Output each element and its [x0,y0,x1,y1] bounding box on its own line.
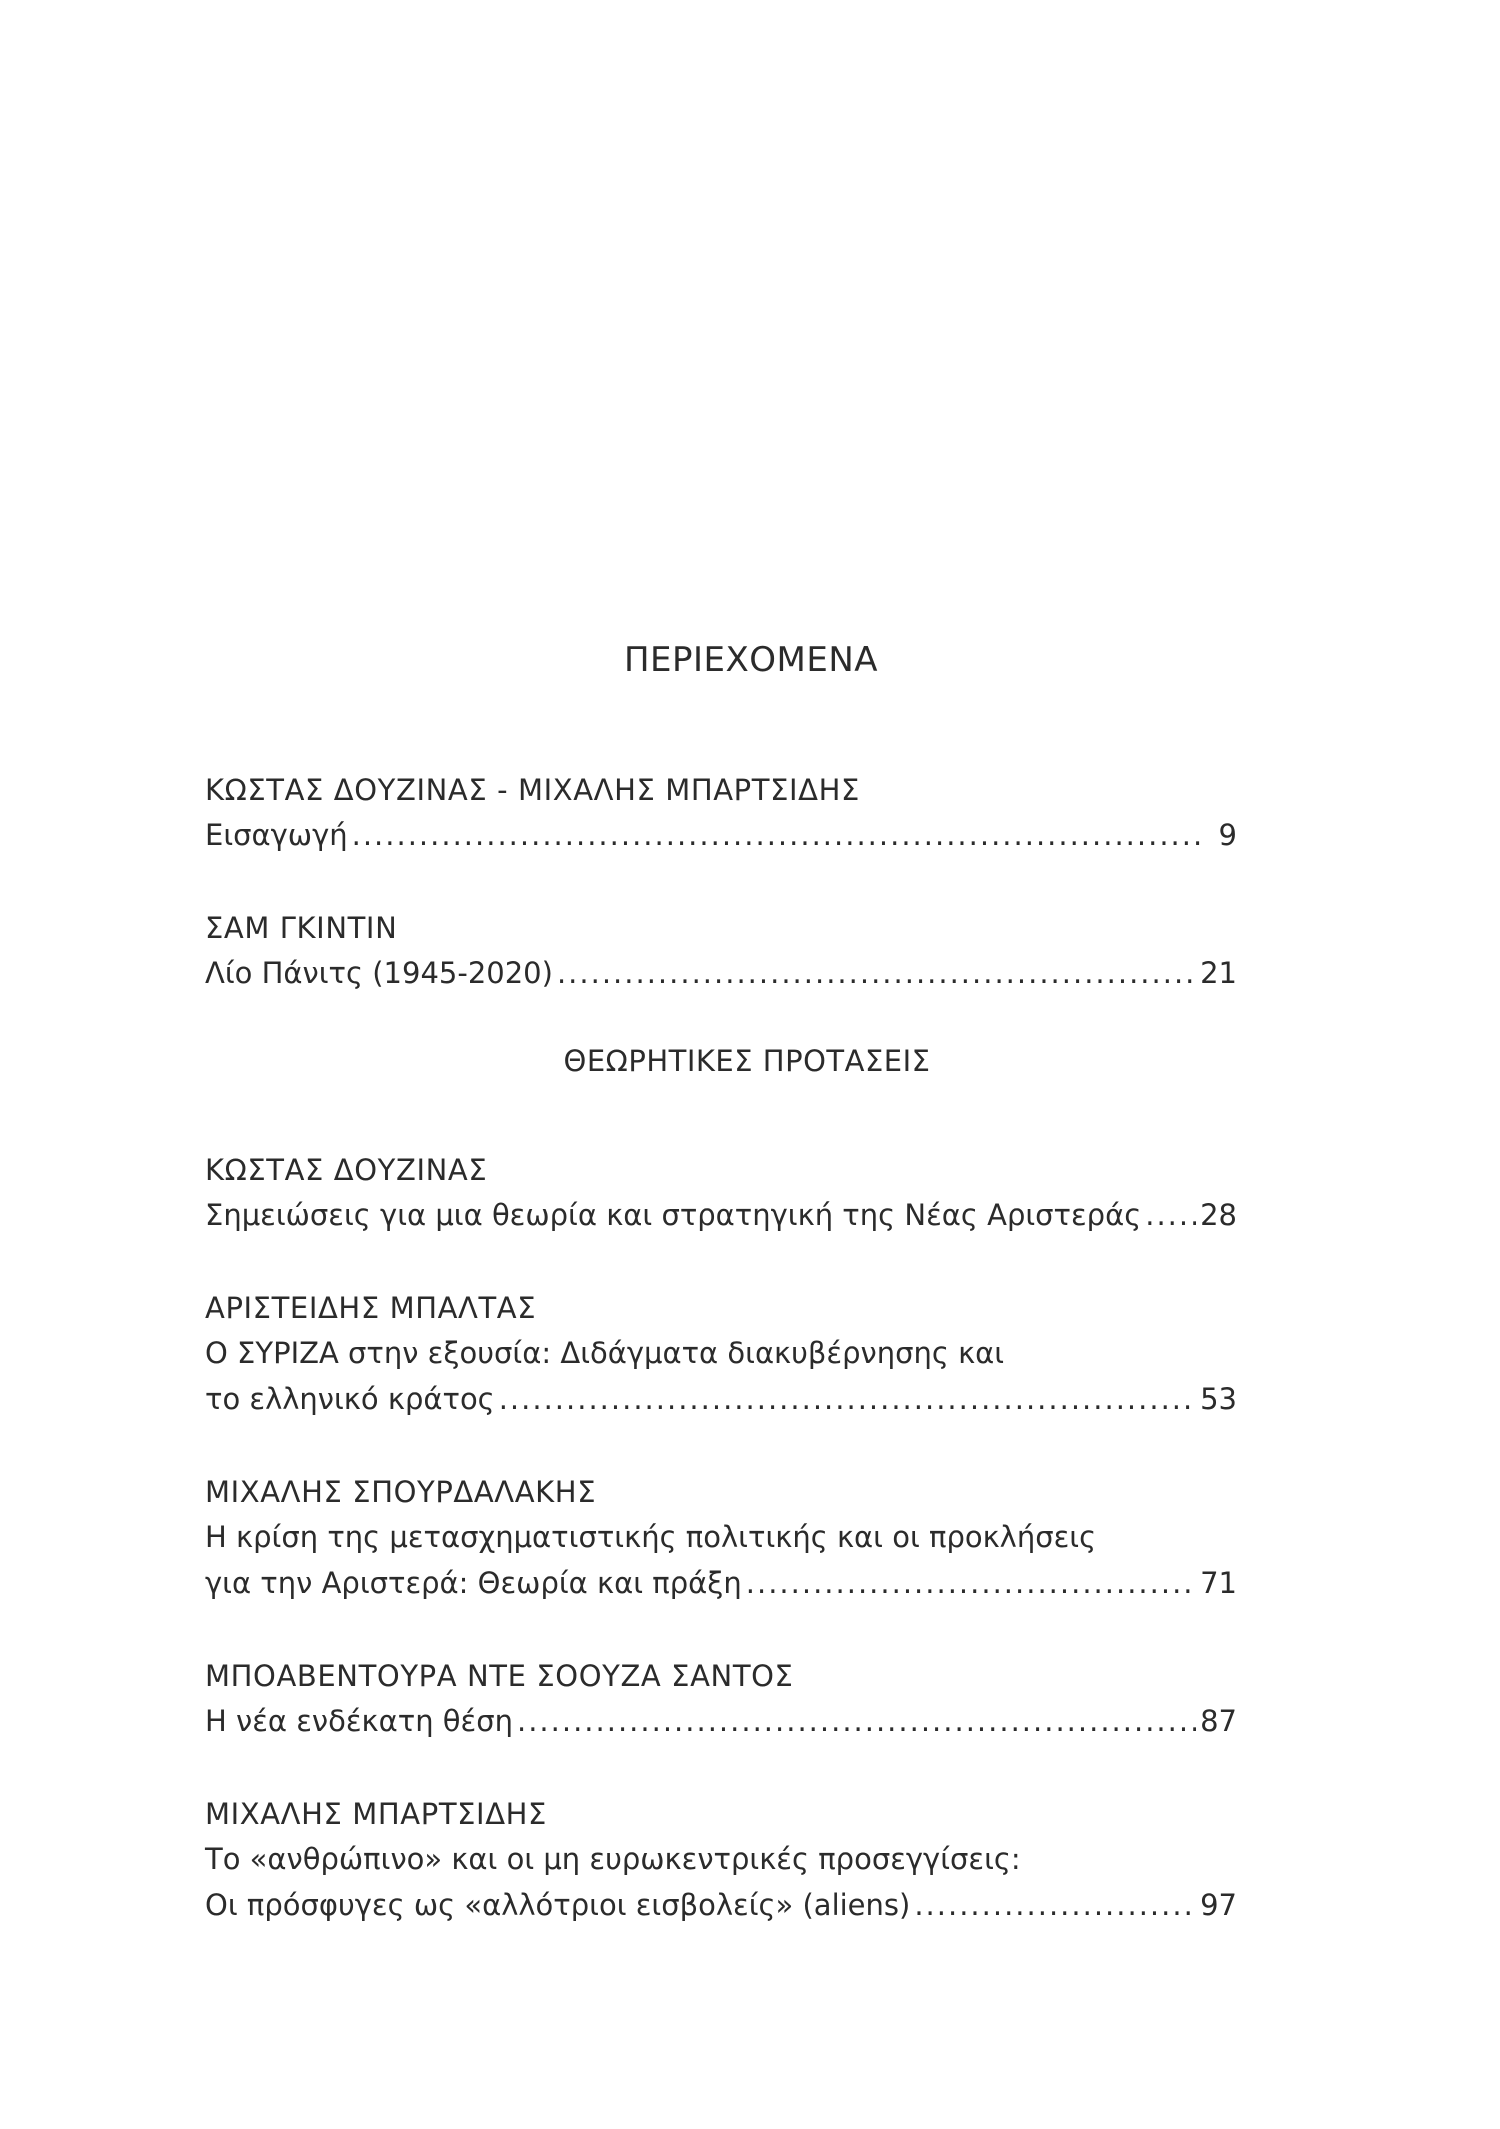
dot-leader [914,1882,1196,1928]
entry-page-number: 71 [1200,1566,1237,1600]
toc-entry [205,1286,1237,1422]
toc-entry [205,768,1237,858]
entry-title: Σημειώσεις για μια θεωρία και στρατηγική της Νέας Αριστεράς [205,1198,1142,1232]
entry-title: το ελληνικό κράτος [205,1382,495,1416]
dot-leader [499,1376,1196,1422]
entry-author: ΜΠΟΑΒΕΝΤΟΥΡΑ ΝΤΕ ΣΟΟΥΖΑ ΣΑΝΤΟΣ [205,1659,794,1693]
toc-entry [205,1654,1237,1744]
entry-title-first-line: Ο ΣΥΡΙΖΑ στην εξουσία: Διδάγματα διακυβέρνησης και [205,1336,1005,1370]
dot-leader [746,1560,1196,1606]
toc-entry [205,1148,1237,1238]
section-heading: ΘΕΩΡΗΤΙΚΕΣ ΠΡΟΤΑΣΕΙΣ [563,1044,931,1078]
page-title: ΠΕΡΙΕΧΟΜΕΝΑ [623,640,879,680]
entry-title: Η νέα ενδέκατη θέση [205,1704,513,1738]
dot-leader [1145,1192,1196,1238]
entry-title-first-line: Η κρίση της μετασχηματιστικής πολιτικής και οι προκλήσεις [205,1520,1097,1554]
entry-author: ΚΩΣΤΑΣ ΔΟΥΖΙΝΑΣ [205,1153,488,1187]
entry-title: Οι πρόσφυγες ως «αλλότριοι εισβολείς» (aliens) [205,1888,911,1922]
entry-title-line [205,1192,1237,1238]
entry-title-line [205,950,1237,996]
entry-page-number: 21 [1200,956,1237,990]
entry-title-line [205,812,1237,858]
dot-leader [557,950,1196,996]
entry-title-line [205,1376,1237,1422]
dot-leader [352,812,1203,858]
entry-page-number: 87 [1200,1704,1237,1738]
toc-entry [205,1470,1237,1606]
entry-page-number: 97 [1200,1888,1237,1922]
entry-author: ΣΑΜ ΓΚΙΝΤΙΝ [205,911,398,945]
entry-page-number: 53 [1200,1382,1237,1416]
entry-title-line [205,1882,1237,1928]
entry-title-first-line: Το «ανθρώπινο» και οι μη ευρωκεντρικές προσεγγίσεις: [205,1842,1021,1876]
table-of-contents [205,640,1237,1976]
entry-page-number: 28 [1200,1198,1237,1232]
entry-title-line [205,1560,1237,1606]
entry-page-number: 9 [1218,818,1237,852]
entry-author: ΜΙΧΑΛΗΣ ΜΠΑΡΤΣΙΔΗΣ [205,1797,547,1831]
entry-author: ΑΡΙΣΤΕΙΔΗΣ ΜΠΑΛΤΑΣ [205,1291,537,1325]
dot-leader [517,1698,1196,1744]
entry-title: Εισαγωγή [205,818,348,852]
entry-author: ΚΩΣΤΑΣ ΔΟΥΖΙΝΑΣ - ΜΙΧΑΛΗΣ ΜΠΑΡΤΣΙΔΗΣ [205,773,860,807]
entry-title: για την Αριστερά: Θεωρία και πράξη [205,1566,742,1600]
entry-title-line [205,1698,1237,1744]
toc-entry [205,906,1237,996]
entry-author: ΜΙΧΑΛΗΣ ΣΠΟΥΡΔΑΛΑΚΗΣ [205,1475,597,1509]
entry-title: Λίο Πάνιτς (1945-2020) [205,956,553,990]
toc-entry [205,1792,1237,1928]
